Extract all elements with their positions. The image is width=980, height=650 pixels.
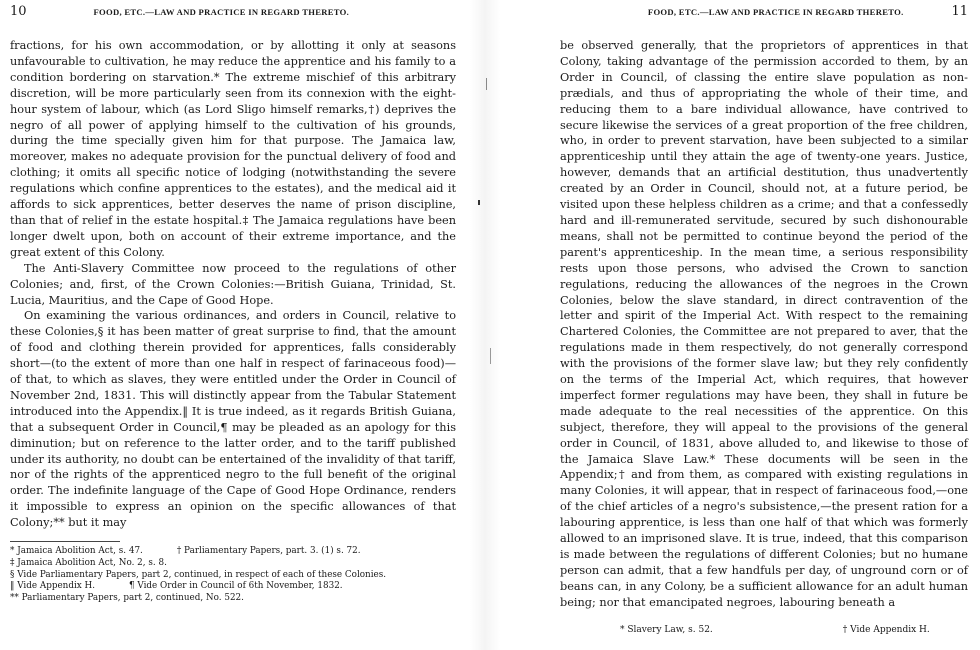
right-body-text (560, 38, 968, 611)
running-head: FOOD, ETC.—LAW AND PRACTICE IN REGARD THERETO. (93, 7, 350, 17)
gutter-mark (490, 348, 491, 364)
footnote: ‡ Jamaica Abolition Act, No. 2, s. 8. (10, 557, 167, 568)
left-page-header (10, 0, 456, 28)
footnote: † Parliamentary Papers, part. 3. (1) s. 72. (176, 546, 361, 557)
footnote-rule (10, 541, 120, 542)
footnote: * Slavery Law, s. 52. (620, 624, 713, 635)
footnote: ¶ Vide Order in Council of 6th November, 1832. (129, 581, 343, 592)
left-page (0, 0, 470, 650)
paragraph: be observed generally, that the proprietors of apprentices in that Colony, taking advantage of the permission accorded to them, by an Order in Council, of classing the entire slave population as non-prædials, and thus of appropriating the whole of their time, and reducing them to a bare individual allowance, have contrived to secure likewise the services of a great proportion of the free children, who, in order to prevent starvation, have been subjected to a similar apprenticeship until they attain the age of twenty-one years. Justice, however, demands that an artificial destitution, thus unadvertently created by an Order in Council, should not, at a future period, be visited upon these helpless children as a crime; and that a confessedly hard and ill-remunerated servitude, secured by such dishonourable means, shall not be permitted to continue beyond the period of the parent's apprenticeship. In the mean time, a serious responsibility rests upon those persons, who advised the Crown to sanction regulations, reducing the allowances of the negroes in the Crown Colonies, below the slave standard, in direct contravention of the letter and spirit of the Imperial Act. With respect to the remaining Chartered Colonies, the Committee are not prepared to aver, that the regulations made in them respectively, do not generally correspond with the provisions of the former slave law; but they rely confidently on the terms of the Imperial Act, which requires, that however imperfect former regulations may have been, they shall in future be made adequate to the real necessities of the apprentice. On this subject, therefore, they will appeal to the provisions of the general order in Council, of 1831, above alluded to, and likewise to those of the Jamaica Slave Law.* These documents will be seen in the Appendix;† and from them, as compared with existing regulations in many Colonies, it will appear, that in respect of farinaceous food,—one of the chief articles of a negro's subsistence,—the present ration for a labouring apprentice, is less than one half of that which was formerly allowed to an imprisoned slave. It is true, indeed, that this comparison is made between the regulations of different Colonies; but no humane person can admit, that a few handfuls per day, of unground corn or of beans can, in any Colony, be a sufficient allowance for an adult human being; nor that emancipated negroes, labouring beneath a (560, 39, 968, 609)
paragraph: fractions, for his own accommodation, or by allotting it only at seasons unfavourable to cultivation, he may reduce the apprentice and his family to a condition bordering on starvation.* The extreme mischief of this arbitrary discretion, will be more particularly seen from its connexion with the eight-hour system of labour, which (as Lord Sligo himself remarks,†) deprives the negro of all power of applying himself to the cultivation of his grounds, during the time specially given him for that purpose. The Jamaica law, moreover, makes no adequate provision for the punctual delivery of food and clothing; it omits all specific notice of lodging (notwithstanding the severe regulations which confine apprentices to the estates), and the medical aid it affords to sick apprentices, better deserves the name of prison discipline, than that of relief in the estate hospital.‡ The Jamaica regulations have been longer dwelt upon, both on account of their extreme importance, and the great extent of this Colony. (10, 39, 456, 259)
footnote: † Vide Appendix H. (842, 624, 930, 635)
running-head: FOOD, ETC.—LAW AND PRACTICE IN REGARD THERETO. (647, 7, 904, 17)
right-footnotes (560, 625, 968, 635)
book-gutter (470, 0, 500, 650)
page-number: 10 (10, 4, 27, 19)
paragraph: On examining the various ordinances, and orders in Council, relative to these Colonies,§ it has been matter of great surprise to find, that the amount of food and clothing therein provided for apprentices, falls considerably short—(to the extent of more than one half in respect of farinaceous food)—of that, to which as slaves, they were entitled under the Order in Council of November 2nd, 1831. This will distinctly appear from the Tabular Statement introduced into the Appendix.‖ It is true indeed, as it regards British Guiana, that a subsequent Order in Council,¶ may be pleaded as an apology for this diminution; but on reference to the latter order, and to the tariff published under its authority, no doubt can be entertained of the invalidity of that tariff, nor of the rights of the apprenticed negro to the full benefit of the original order. The indefinite language of the Cape of Good Hope Ordinance, renders it impossible to express an opinion on the specific allowances of that Colony;** but it may (10, 309, 456, 530)
page-number: 11 (951, 4, 968, 19)
footnote-row (10, 581, 456, 593)
footnote: ‖ Vide Appendix H. (10, 581, 95, 592)
right-page-header (560, 0, 968, 28)
gutter-mark (486, 78, 487, 90)
footnote: § Vide Parliamentary Papers, part 2, continued, in respect of each of these Colonies. (10, 569, 387, 580)
footnote-row (10, 546, 456, 558)
paragraph: The Anti-Slavery Committee now proceed to the regulations of other Colonies; and, first, of the Crown Colonies:—British Guiana, Trinidad, St. Lucia, Mauritius, and the Cape of Good Hope. (10, 261, 456, 307)
left-body-text (10, 38, 456, 531)
gutter-mark (478, 200, 480, 205)
footnote: * Jamaica Abolition Act, s. 47. (10, 546, 143, 557)
left-footnotes (10, 546, 456, 605)
footnote: ** Parliamentary Papers, part 2, continued, No. 522. (10, 593, 244, 604)
right-page (500, 0, 980, 650)
